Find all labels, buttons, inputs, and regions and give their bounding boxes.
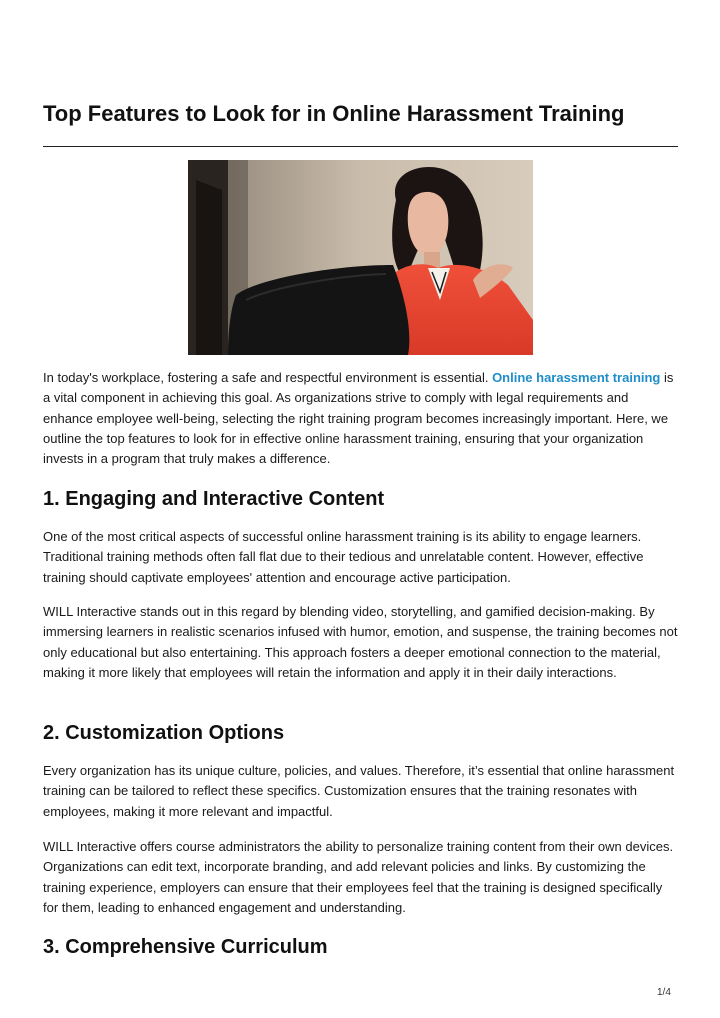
section-paragraph: WILL Interactive offers course administrators the ability to personalize training content from their own devices. Organizations can edit text, incorporate branding, and add relevant policies and links. By customizing the training experience, employers can ensure that their employees feel that the training is designed specifically for them, leading to enhanced engagement and understanding. <box>43 839 674 915</box>
page-title: Top Features to Look for in Online Harassment Training <box>43 101 625 126</box>
section-heading: 1. Engaging and Interactive Content <box>43 488 385 510</box>
intro-text-start: In today's workplace, fostering a safe and respectful environment is essential. <box>43 370 493 385</box>
intro-paragraph <box>43 368 679 469</box>
title-divider <box>43 146 678 147</box>
online-harassment-training-link[interactable]: Online harassment training <box>492 370 661 385</box>
section-paragraph: Every organization has its unique culture, policies, and values. Therefore, it’s essential that online harassment training can be tailored to reflect these specifics. Customization ensures that the training resonates with employees, making it more relevant and impactful. <box>43 763 675 819</box>
hero-photo <box>188 160 533 355</box>
section-paragraph: WILL Interactive stands out in this regard by blending video, storytelling, and gamified decision-making. By immersing learners in realistic scenarios infused with humor, emotion, and suspense, the training becomes not only educational but also entertaining. This approach fosters a deeper emotional connection to the material, making it more likely that employees will retain the information and apply it in their daily interactions. <box>43 604 678 680</box>
section-heading: 2. Customization Options <box>43 722 285 744</box>
section-paragraph: One of the most critical aspects of successful online harassment training is its ability to engage learners. Traditional training methods often fall flat due to their tedious and unrelatable content. However, effective training should captivate employees' attention and encourage active participation. <box>43 529 644 585</box>
section-heading: 3. Comprehensive Curriculum <box>43 936 328 958</box>
intro-text-end: is a vital component in achieving this goal. As organizations strive to comply with legal requirements and enhance employee well-being, selecting the right training program becomes increasingly important. Here, we outline the top features to look for in effective online harassment training, ensuring that your organization invests in a program that truly makes a difference. <box>43 370 674 467</box>
page-number: 1/4 <box>657 987 671 998</box>
